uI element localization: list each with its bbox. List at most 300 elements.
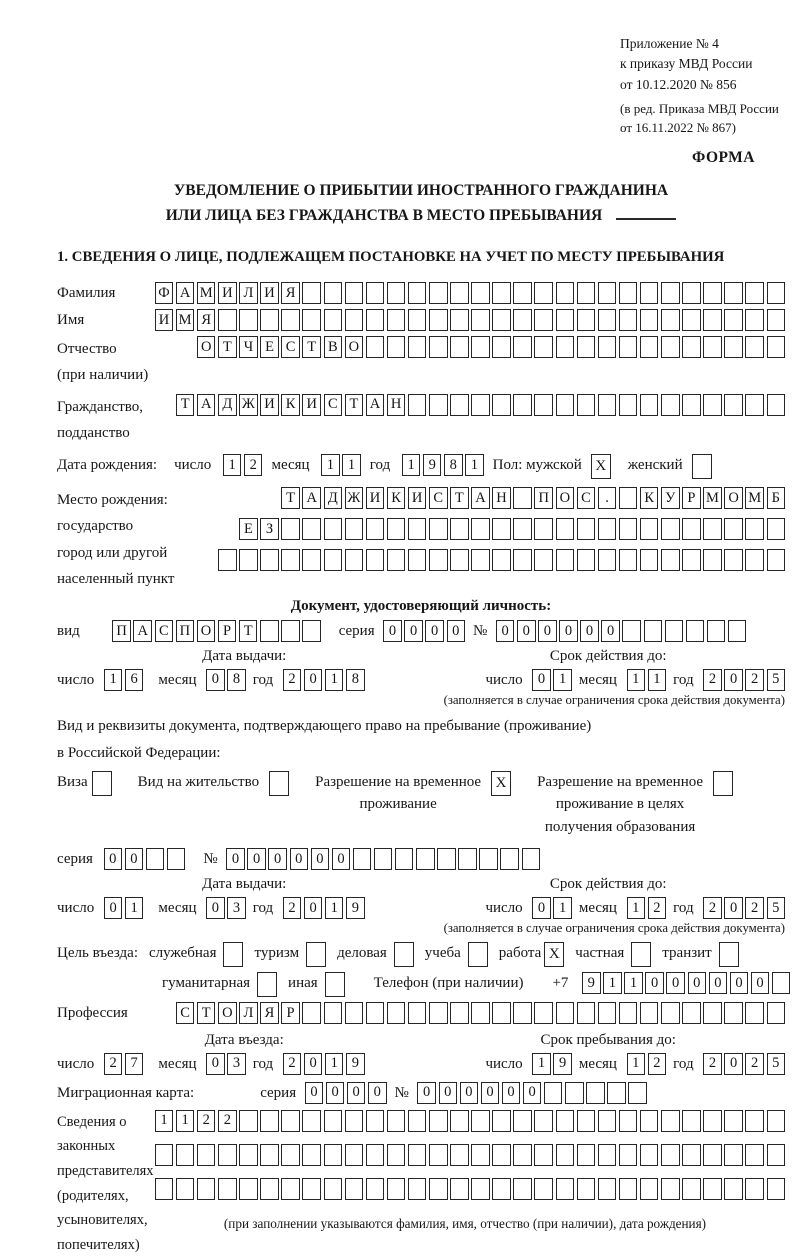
char-cell[interactable]	[197, 1178, 216, 1200]
char-cell[interactable]	[598, 282, 617, 304]
char-cell[interactable]: 0	[304, 1053, 323, 1075]
resid-number-field[interactable]	[224, 848, 540, 870]
char-cell[interactable]	[471, 336, 490, 358]
char-cell[interactable]	[598, 1002, 617, 1024]
char-cell[interactable]: 1	[627, 897, 646, 919]
char-cell[interactable]	[565, 1082, 584, 1104]
char-cell[interactable]	[260, 549, 279, 571]
purpose-official-checkbox[interactable]	[223, 942, 243, 967]
char-cell[interactable]	[577, 549, 596, 571]
char-cell[interactable]	[324, 549, 343, 571]
char-cell[interactable]	[724, 1002, 743, 1024]
char-cell[interactable]	[661, 549, 680, 571]
char-cell[interactable]: 1	[627, 669, 646, 691]
char-cell[interactable]: 1	[321, 454, 340, 476]
char-cell[interactable]	[767, 336, 786, 358]
char-cell[interactable]	[619, 518, 638, 540]
char-cell[interactable]	[661, 1002, 680, 1024]
char-cell[interactable]: С	[429, 487, 448, 509]
resid-expiry-day-field[interactable]	[530, 897, 572, 919]
char-cell[interactable]: 0	[447, 620, 466, 642]
char-cell[interactable]: О	[345, 336, 364, 358]
char-cell[interactable]: 1	[342, 454, 361, 476]
char-cell[interactable]: Т	[197, 1002, 216, 1024]
char-cell[interactable]: 6	[125, 669, 144, 691]
char-cell[interactable]: Ж	[239, 394, 258, 416]
char-cell[interactable]: 1	[155, 1110, 174, 1132]
char-cell[interactable]: 7	[125, 1053, 144, 1075]
char-cell[interactable]	[387, 309, 406, 331]
char-cell[interactable]: Н	[492, 487, 511, 509]
char-cell[interactable]	[619, 1002, 638, 1024]
char-cell[interactable]	[324, 1110, 343, 1132]
char-cell[interactable]	[703, 549, 722, 571]
stay-month-field[interactable]	[624, 1053, 666, 1075]
char-cell[interactable]: 0	[290, 848, 309, 870]
char-cell[interactable]	[640, 336, 659, 358]
char-cell[interactable]	[260, 309, 279, 331]
char-cell[interactable]	[429, 1110, 448, 1132]
char-cell[interactable]: 0	[417, 1082, 436, 1104]
char-cell[interactable]: 1	[603, 972, 622, 994]
doc-expiry-day-field[interactable]	[530, 669, 572, 691]
char-cell[interactable]: 0	[226, 848, 245, 870]
char-cell[interactable]	[218, 549, 237, 571]
purpose-transit-checkbox[interactable]	[719, 942, 739, 967]
char-cell[interactable]	[703, 394, 722, 416]
char-cell[interactable]	[218, 1178, 237, 1200]
char-cell[interactable]	[450, 1110, 469, 1132]
char-cell[interactable]	[239, 309, 258, 331]
patronymic-field[interactable]	[148, 336, 785, 358]
char-cell[interactable]: Б	[767, 487, 786, 509]
char-cell[interactable]: 1	[624, 972, 643, 994]
char-cell[interactable]	[703, 309, 722, 331]
char-cell[interactable]	[619, 549, 638, 571]
char-cell[interactable]	[281, 309, 300, 331]
resid-issue-year-field[interactable]	[280, 897, 364, 919]
char-cell[interactable]	[492, 549, 511, 571]
char-cell[interactable]	[260, 620, 279, 642]
char-cell[interactable]	[640, 549, 659, 571]
char-cell[interactable]: П	[112, 620, 131, 642]
char-cell[interactable]	[302, 620, 321, 642]
surname-field[interactable]	[115, 282, 785, 304]
char-cell[interactable]	[479, 848, 498, 870]
char-cell[interactable]: 2	[703, 1053, 722, 1075]
char-cell[interactable]	[661, 394, 680, 416]
char-cell[interactable]: И	[366, 487, 385, 509]
char-cell[interactable]: Я	[197, 309, 216, 331]
char-cell[interactable]: У	[661, 487, 680, 509]
char-cell[interactable]	[513, 487, 532, 509]
doc-expiry-year-field[interactable]	[701, 669, 785, 691]
char-cell[interactable]	[665, 620, 684, 642]
doc-issue-year-field[interactable]	[280, 669, 364, 691]
char-cell[interactable]: 0	[502, 1082, 521, 1104]
char-cell[interactable]: 0	[332, 848, 351, 870]
char-cell[interactable]: Е	[260, 336, 279, 358]
char-cell[interactable]	[387, 518, 406, 540]
char-cell[interactable]	[767, 282, 786, 304]
char-cell[interactable]	[619, 336, 638, 358]
char-cell[interactable]	[745, 336, 764, 358]
char-cell[interactable]: 1	[553, 669, 572, 691]
char-cell[interactable]	[745, 1144, 764, 1166]
char-cell[interactable]	[471, 1110, 490, 1132]
char-cell[interactable]: О	[218, 1002, 237, 1024]
char-cell[interactable]: 0	[304, 897, 323, 919]
char-cell[interactable]	[767, 1110, 786, 1132]
char-cell[interactable]	[408, 1144, 427, 1166]
char-cell[interactable]	[724, 336, 743, 358]
char-cell[interactable]	[450, 282, 469, 304]
char-cell[interactable]	[408, 282, 427, 304]
char-cell[interactable]: 0	[730, 972, 749, 994]
char-cell[interactable]	[450, 1144, 469, 1166]
char-cell[interactable]	[471, 1002, 490, 1024]
char-cell[interactable]: 1	[125, 897, 144, 919]
char-cell[interactable]	[640, 282, 659, 304]
resid-series-field[interactable]	[101, 848, 185, 870]
char-cell[interactable]: 0	[439, 1082, 458, 1104]
char-cell[interactable]	[607, 1082, 626, 1104]
char-cell[interactable]: 2	[244, 454, 263, 476]
char-cell[interactable]	[450, 549, 469, 571]
char-cell[interactable]: 0	[532, 669, 551, 691]
char-cell[interactable]	[598, 1110, 617, 1132]
char-cell[interactable]: 0	[538, 620, 557, 642]
char-cell[interactable]	[619, 282, 638, 304]
char-cell[interactable]	[146, 848, 165, 870]
char-cell[interactable]: 0	[206, 897, 225, 919]
char-cell[interactable]	[260, 1144, 279, 1166]
char-cell[interactable]: К	[640, 487, 659, 509]
char-cell[interactable]	[387, 1144, 406, 1166]
name-field[interactable]	[84, 309, 785, 331]
char-cell[interactable]	[556, 309, 575, 331]
char-cell[interactable]: И	[218, 282, 237, 304]
char-cell[interactable]	[767, 1144, 786, 1166]
char-cell[interactable]: 1	[325, 897, 344, 919]
char-cell[interactable]: 2	[104, 1053, 123, 1075]
purpose-business-checkbox[interactable]	[394, 942, 414, 967]
char-cell[interactable]	[239, 549, 258, 571]
char-cell[interactable]: 0	[517, 620, 536, 642]
char-cell[interactable]	[534, 282, 553, 304]
purpose-tourism-checkbox[interactable]	[306, 942, 326, 967]
char-cell[interactable]: С	[324, 394, 343, 416]
char-cell[interactable]	[522, 848, 541, 870]
char-cell[interactable]: 0	[496, 620, 515, 642]
char-cell[interactable]	[513, 518, 532, 540]
char-cell[interactable]: О	[724, 487, 743, 509]
char-cell[interactable]	[767, 394, 786, 416]
char-cell[interactable]	[366, 518, 385, 540]
resid-expiry-month-field[interactable]	[624, 897, 666, 919]
char-cell[interactable]: 0	[559, 620, 578, 642]
char-cell[interactable]	[281, 1110, 300, 1132]
birth-place-field-row3[interactable]	[174, 549, 785, 571]
char-cell[interactable]: 2	[283, 897, 302, 919]
char-cell[interactable]	[408, 1002, 427, 1024]
char-cell[interactable]	[387, 1178, 406, 1200]
char-cell[interactable]	[416, 848, 435, 870]
char-cell[interactable]: А	[197, 394, 216, 416]
doc-kind-field[interactable]	[110, 620, 321, 642]
entry-year-field[interactable]	[280, 1053, 364, 1075]
char-cell[interactable]	[374, 848, 393, 870]
char-cell[interactable]	[345, 549, 364, 571]
birth-month-field[interactable]	[319, 454, 361, 476]
char-cell[interactable]	[640, 309, 659, 331]
char-cell[interactable]	[682, 336, 701, 358]
char-cell[interactable]	[556, 394, 575, 416]
char-cell[interactable]	[577, 282, 596, 304]
char-cell[interactable]	[345, 1002, 364, 1024]
char-cell[interactable]	[724, 1178, 743, 1200]
char-cell[interactable]	[366, 282, 385, 304]
char-cell[interactable]	[577, 1002, 596, 1024]
char-cell[interactable]	[281, 549, 300, 571]
char-cell[interactable]	[661, 518, 680, 540]
char-cell[interactable]	[767, 549, 786, 571]
char-cell[interactable]: Р	[281, 1002, 300, 1024]
char-cell[interactable]	[281, 620, 300, 642]
char-cell[interactable]: Т	[176, 394, 195, 416]
char-cell[interactable]	[302, 282, 321, 304]
char-cell[interactable]	[429, 336, 448, 358]
char-cell[interactable]: А	[176, 282, 195, 304]
char-cell[interactable]: 5	[767, 897, 786, 919]
char-cell[interactable]: Л	[239, 1002, 258, 1024]
char-cell[interactable]	[471, 394, 490, 416]
char-cell[interactable]: 0	[383, 620, 402, 642]
char-cell[interactable]	[408, 518, 427, 540]
char-cell[interactable]	[513, 309, 532, 331]
char-cell[interactable]: 0	[326, 1082, 345, 1104]
char-cell[interactable]	[534, 1144, 553, 1166]
legal-reps-field-row3[interactable]	[145, 1178, 785, 1200]
char-cell[interactable]: И	[408, 487, 427, 509]
profession-field[interactable]	[128, 1002, 785, 1024]
char-cell[interactable]	[450, 1178, 469, 1200]
char-cell[interactable]	[408, 336, 427, 358]
char-cell[interactable]: Т	[302, 336, 321, 358]
char-cell[interactable]	[492, 1178, 511, 1200]
char-cell[interactable]: 0	[724, 669, 743, 691]
char-cell[interactable]	[577, 336, 596, 358]
char-cell[interactable]	[492, 309, 511, 331]
char-cell[interactable]: Р	[218, 620, 237, 642]
char-cell[interactable]	[703, 1002, 722, 1024]
birth-place-field-row1[interactable]	[174, 487, 785, 509]
char-cell[interactable]	[302, 1144, 321, 1166]
char-cell[interactable]	[686, 620, 705, 642]
char-cell[interactable]	[345, 309, 364, 331]
char-cell[interactable]	[281, 1178, 300, 1200]
char-cell[interactable]	[218, 309, 237, 331]
char-cell[interactable]	[661, 1110, 680, 1132]
char-cell[interactable]	[661, 282, 680, 304]
char-cell[interactable]	[239, 1110, 258, 1132]
char-cell[interactable]	[471, 1144, 490, 1166]
char-cell[interactable]: О	[197, 336, 216, 358]
char-cell[interactable]: 1	[325, 1053, 344, 1075]
char-cell[interactable]	[724, 394, 743, 416]
char-cell[interactable]	[492, 1002, 511, 1024]
phone-field[interactable]	[579, 972, 790, 994]
char-cell[interactable]	[703, 282, 722, 304]
purpose-study-checkbox[interactable]	[468, 942, 488, 967]
char-cell[interactable]	[450, 518, 469, 540]
char-cell[interactable]	[471, 1178, 490, 1200]
char-cell[interactable]: 2	[218, 1110, 237, 1132]
char-cell[interactable]	[598, 549, 617, 571]
char-cell[interactable]: 1	[627, 1053, 646, 1075]
char-cell[interactable]	[767, 1002, 786, 1024]
char-cell[interactable]	[534, 336, 553, 358]
char-cell[interactable]: 3	[227, 897, 246, 919]
migration-series-field[interactable]	[302, 1082, 386, 1104]
char-cell[interactable]	[598, 518, 617, 540]
purpose-private-checkbox[interactable]	[631, 942, 651, 967]
char-cell[interactable]: 1	[553, 897, 572, 919]
char-cell[interactable]: П	[534, 487, 553, 509]
char-cell[interactable]	[387, 549, 406, 571]
purpose-work-checkbox[interactable]: X	[544, 942, 564, 967]
char-cell[interactable]	[429, 1144, 448, 1166]
char-cell[interactable]: 1	[402, 454, 421, 476]
char-cell[interactable]: Е	[239, 518, 258, 540]
char-cell[interactable]	[450, 309, 469, 331]
char-cell[interactable]	[395, 848, 414, 870]
char-cell[interactable]: Я	[281, 282, 300, 304]
char-cell[interactable]	[619, 394, 638, 416]
char-cell[interactable]: 0	[481, 1082, 500, 1104]
char-cell[interactable]	[429, 309, 448, 331]
char-cell[interactable]	[767, 309, 786, 331]
char-cell[interactable]: А	[471, 487, 490, 509]
char-cell[interactable]	[724, 282, 743, 304]
char-cell[interactable]: С	[155, 620, 174, 642]
char-cell[interactable]: 0	[751, 972, 770, 994]
char-cell[interactable]	[556, 1144, 575, 1166]
char-cell[interactable]	[556, 336, 575, 358]
char-cell[interactable]: М	[703, 487, 722, 509]
char-cell[interactable]	[366, 1110, 385, 1132]
char-cell[interactable]	[429, 549, 448, 571]
char-cell[interactable]: 1	[223, 454, 242, 476]
char-cell[interactable]: 2	[648, 1053, 667, 1075]
resid-issue-month-field[interactable]	[204, 897, 246, 919]
char-cell[interactable]: 0	[347, 1082, 366, 1104]
char-cell[interactable]	[682, 1002, 701, 1024]
char-cell[interactable]	[622, 620, 641, 642]
char-cell[interactable]: Я	[260, 1002, 279, 1024]
char-cell[interactable]	[640, 1144, 659, 1166]
char-cell[interactable]: Н	[387, 394, 406, 416]
char-cell[interactable]	[324, 1002, 343, 1024]
char-cell[interactable]	[429, 1002, 448, 1024]
char-cell[interactable]: 0	[311, 848, 330, 870]
doc-issue-day-field[interactable]	[101, 669, 143, 691]
char-cell[interactable]	[682, 394, 701, 416]
char-cell[interactable]	[513, 394, 532, 416]
char-cell[interactable]	[492, 1110, 511, 1132]
char-cell[interactable]	[682, 518, 701, 540]
temp-permit-edu-checkbox[interactable]	[713, 771, 733, 796]
char-cell[interactable]: 0	[125, 848, 144, 870]
char-cell[interactable]: С	[577, 487, 596, 509]
char-cell[interactable]	[471, 518, 490, 540]
char-cell[interactable]	[703, 518, 722, 540]
char-cell[interactable]	[745, 394, 764, 416]
char-cell[interactable]	[408, 1178, 427, 1200]
legal-reps-field-row2[interactable]	[145, 1144, 785, 1166]
doc-number-field[interactable]	[493, 620, 746, 642]
char-cell[interactable]	[513, 1178, 532, 1200]
char-cell[interactable]	[724, 518, 743, 540]
char-cell[interactable]: 9	[582, 972, 601, 994]
char-cell[interactable]	[577, 1144, 596, 1166]
char-cell[interactable]	[281, 518, 300, 540]
char-cell[interactable]: М	[176, 309, 195, 331]
char-cell[interactable]: 8	[444, 454, 463, 476]
char-cell[interactable]	[598, 336, 617, 358]
char-cell[interactable]	[345, 1110, 364, 1132]
char-cell[interactable]: 9	[346, 897, 365, 919]
char-cell[interactable]: 0	[666, 972, 685, 994]
char-cell[interactable]	[556, 549, 575, 571]
char-cell[interactable]	[429, 518, 448, 540]
char-cell[interactable]: 1	[532, 1053, 551, 1075]
char-cell[interactable]: Л	[239, 282, 258, 304]
legal-reps-field-row1[interactable]	[145, 1110, 785, 1132]
char-cell[interactable]: 2	[283, 1053, 302, 1075]
char-cell[interactable]	[366, 336, 385, 358]
char-cell[interactable]: О	[197, 620, 216, 642]
visa-checkbox[interactable]	[92, 771, 112, 796]
char-cell[interactable]	[471, 549, 490, 571]
char-cell[interactable]	[598, 1178, 617, 1200]
char-cell[interactable]	[408, 309, 427, 331]
char-cell[interactable]: Р	[682, 487, 701, 509]
char-cell[interactable]	[302, 1110, 321, 1132]
char-cell[interactable]	[619, 309, 638, 331]
char-cell[interactable]	[534, 549, 553, 571]
char-cell[interactable]	[640, 1002, 659, 1024]
char-cell[interactable]: 5	[767, 1053, 786, 1075]
char-cell[interactable]	[534, 518, 553, 540]
char-cell[interactable]: 0	[304, 669, 323, 691]
char-cell[interactable]	[450, 336, 469, 358]
char-cell[interactable]	[724, 1144, 743, 1166]
char-cell[interactable]: 0	[404, 620, 423, 642]
char-cell[interactable]	[239, 1178, 258, 1200]
char-cell[interactable]	[682, 1178, 701, 1200]
char-cell[interactable]	[682, 1110, 701, 1132]
temp-permit-checkbox[interactable]: X	[491, 771, 511, 796]
char-cell[interactable]: 1	[465, 454, 484, 476]
char-cell[interactable]	[260, 1178, 279, 1200]
char-cell[interactable]	[598, 1144, 617, 1166]
char-cell[interactable]: 0	[247, 848, 266, 870]
char-cell[interactable]	[429, 282, 448, 304]
char-cell[interactable]	[644, 620, 663, 642]
char-cell[interactable]	[302, 1178, 321, 1200]
char-cell[interactable]	[366, 549, 385, 571]
